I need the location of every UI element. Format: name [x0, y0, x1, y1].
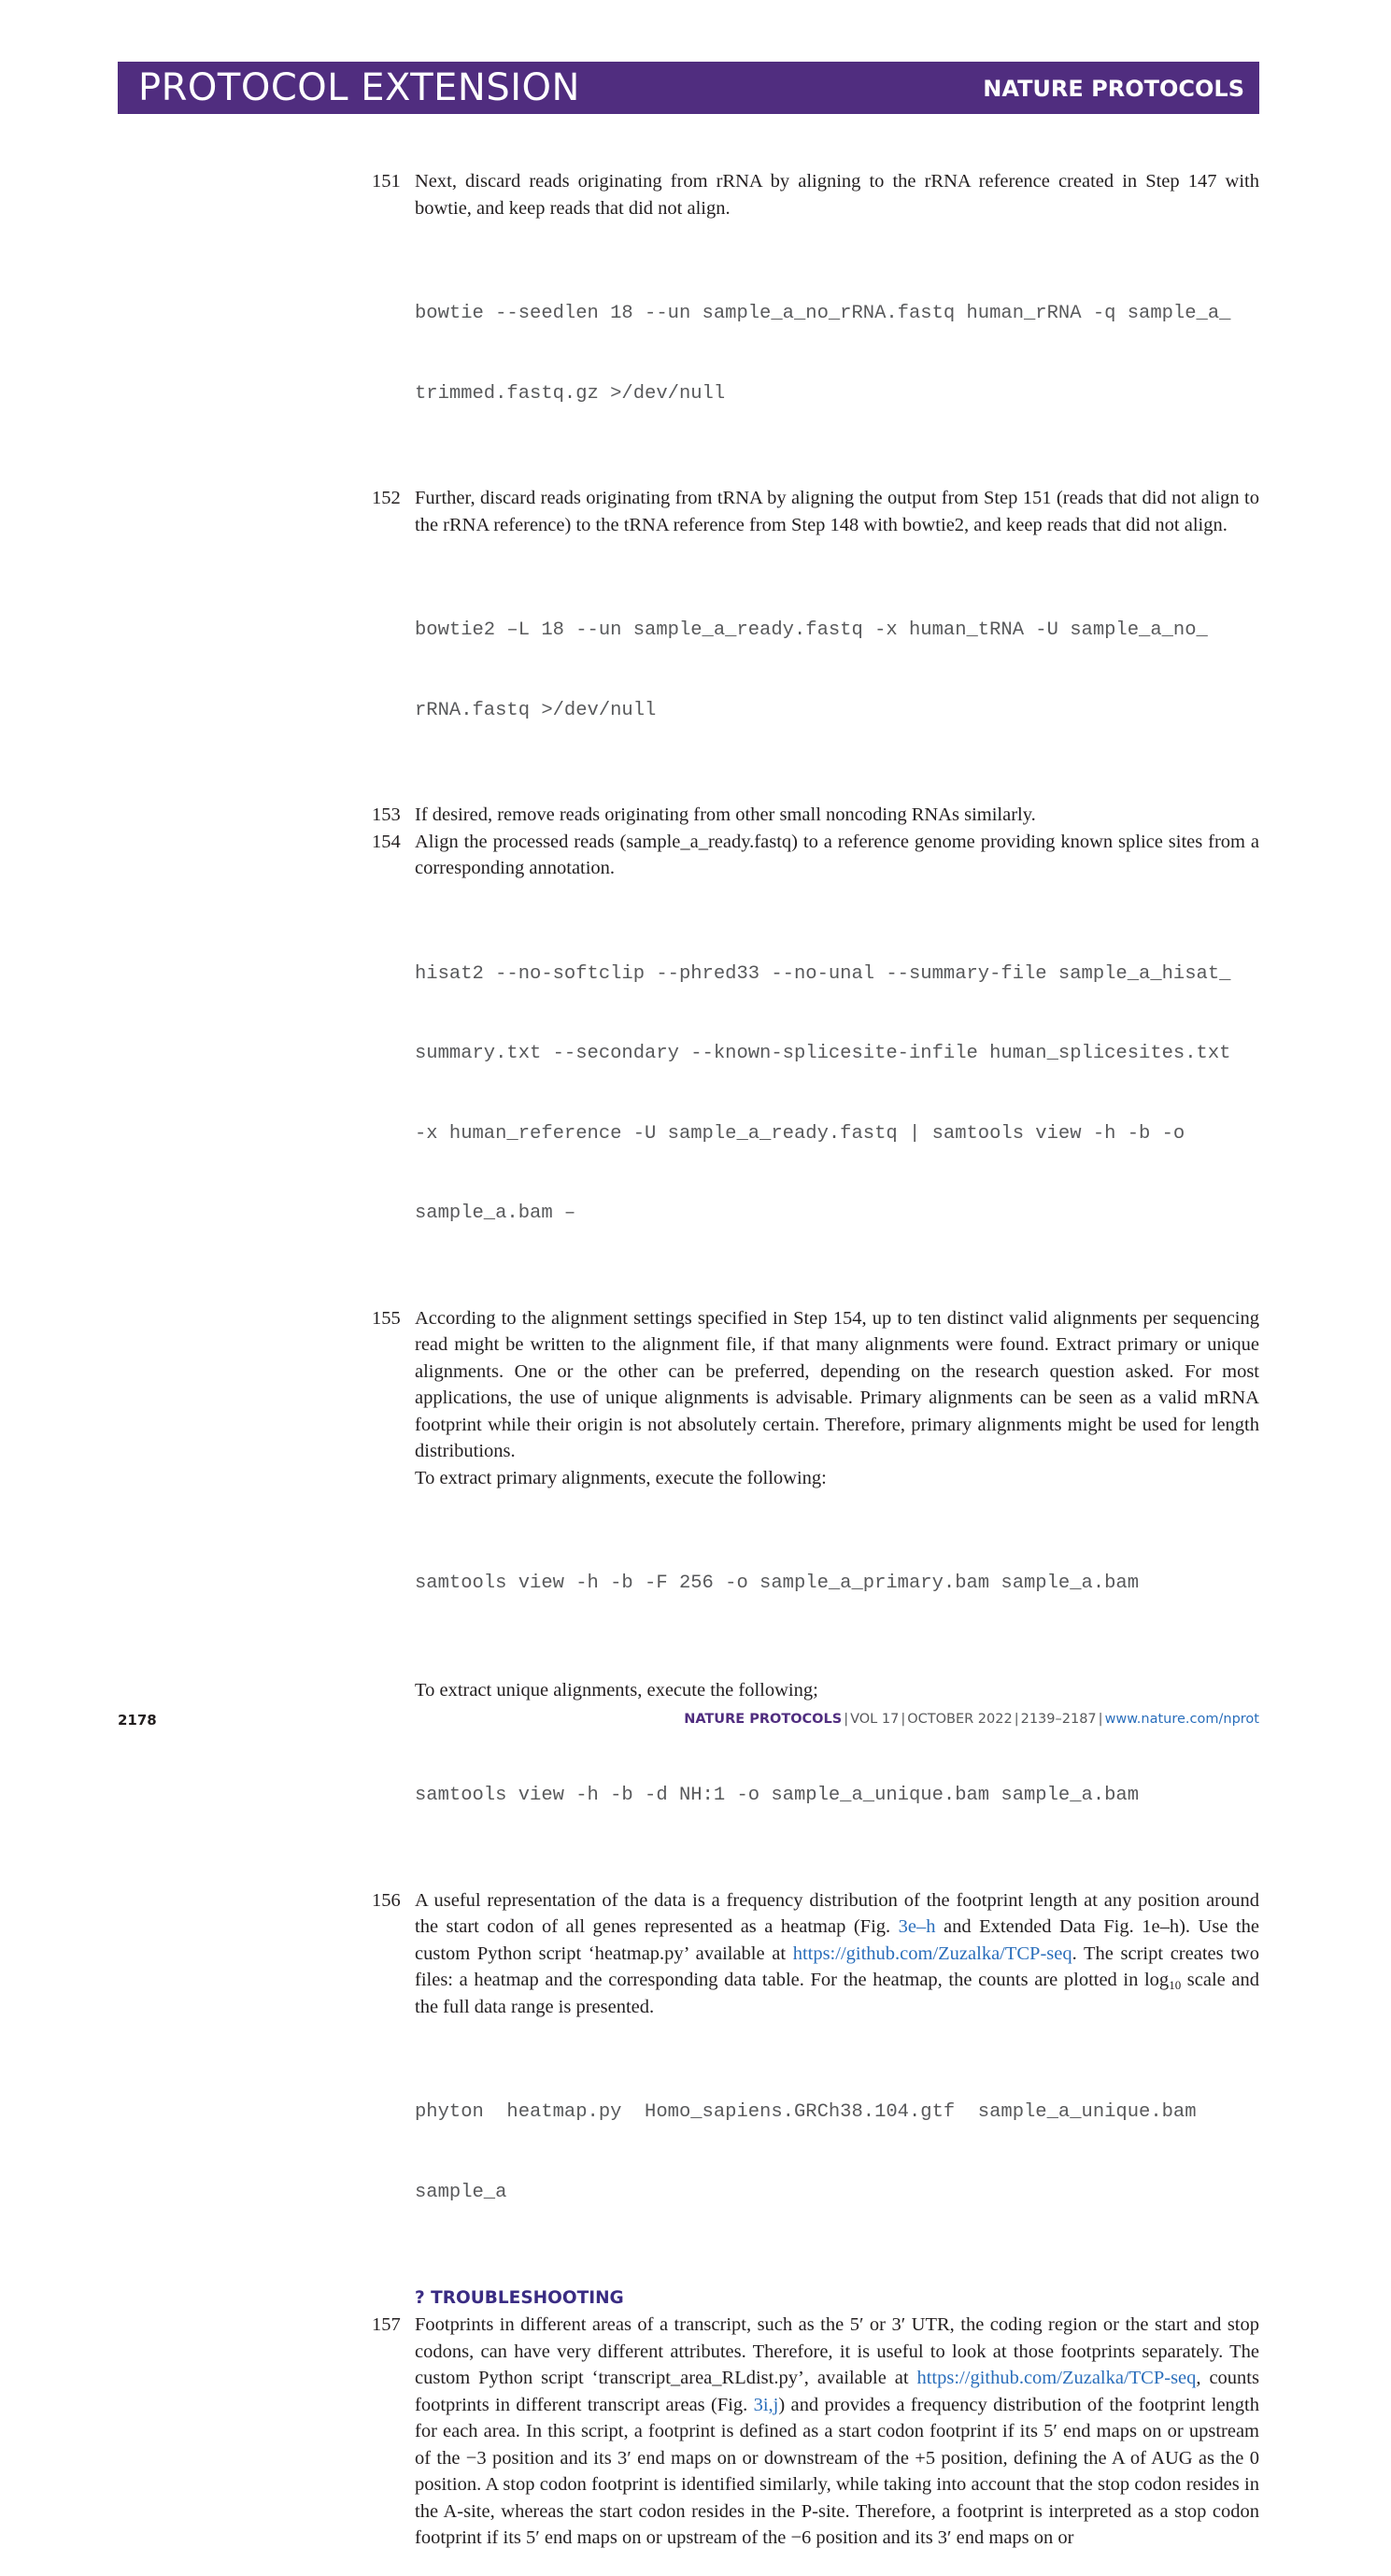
- github-link[interactable]: https://github.com/Zuzalka/TCP-seq: [792, 1943, 1072, 1964]
- github-link[interactable]: https://github.com/Zuzalka/TCP-seq: [916, 2368, 1197, 2388]
- code-line: summary.txt --secondary --known-splicesite-infile human_splicesites.txt: [415, 1043, 1231, 1064]
- step-154: [372, 829, 1259, 1281]
- footer-pages: 2139–2187: [1020, 1712, 1097, 1727]
- code-line: trimmed.fastq.gz >/dev/null: [415, 382, 726, 405]
- step-153: [372, 802, 1259, 829]
- code-line: samtools view -h -b -d NH:1 -o sample_a_unique.bam sample_a.bam: [415, 1785, 1140, 1806]
- code-line: bowtie --seedlen 18 --un sample_a_no_rRNA.fastq human_rRNA -q sample_a_: [415, 303, 1231, 324]
- step-text: [415, 2312, 1259, 2552]
- text-run: scale and the full data range is presented.: [415, 1970, 1259, 2017]
- figure-link[interactable]: 3i,j: [753, 2394, 779, 2415]
- text-run: and Extended Data Fig. 1e–h). Use the custom Python script ‘heatmap.py’ available at: [415, 1916, 1259, 1964]
- step-number: 152: [372, 488, 401, 508]
- step-number: 154: [372, 831, 401, 852]
- step-text: Align the processed reads (sample_a_ready.fastq) to a reference genome providing known splice sites from a corresponding annotation.: [415, 831, 1259, 878]
- code-line: hisat2 --no-softclip --phred33 --no-unal --summary-file sample_a_hisat_: [415, 962, 1231, 985]
- subscript: 10: [1169, 1978, 1182, 1992]
- article-body: [372, 168, 1259, 2576]
- section-title: PROTOCOL EXTENSION: [138, 66, 580, 109]
- code-line: sample_a: [415, 2181, 507, 2203]
- code-line: bowtie2 –L 18 --un sample_a_ready.fastq -x human_tRNA -U sample_a_no_: [415, 619, 1208, 641]
- code-block: [415, 564, 1259, 777]
- step-number: 156: [372, 1889, 401, 1911]
- text-run: , counts footprints in different transcript areas (Fig.: [415, 2368, 1259, 2415]
- step-text: [415, 1887, 1259, 2021]
- code-block: [415, 248, 1259, 461]
- step-number: 151: [372, 171, 401, 192]
- footer-citation: NATURE PROTOCOLS | VOL 17 | OCTOBER 2022 | 2139–2187 | www.nature.com/nprot: [684, 1712, 1259, 1727]
- step-text: Next, discard reads originating from rRNA by aligning to the rRNA reference created in Step 147 with bowtie, and keep reads that did not align.: [415, 171, 1259, 219]
- troubleshooting-heading: ? TROUBLESHOOTING: [415, 2288, 624, 2308]
- journal-title: NATURE PROTOCOLS: [983, 76, 1244, 102]
- step-156: [372, 1887, 1259, 2260]
- footer-date: OCTOBER 2022: [907, 1712, 1013, 1727]
- code-block: [415, 908, 1259, 1281]
- step-155: [372, 1305, 1259, 1863]
- code-block: [415, 1517, 1259, 1651]
- text-run: Footprints in different areas of a transcript, such as the 5′ or 3′ UTR, the coding region or the start and stop codons, can have very different attributes. Therefore, it is useful to look at those footprints separately. The custom Python script ‘transcript_area_RLdist.py’, available at: [415, 2314, 1259, 2388]
- code-block: [415, 2046, 1259, 2259]
- code-line: -x human_reference -U sample_a_ready.fastq | samtools view -h -b -o: [415, 1122, 1185, 1145]
- text-run: A useful representation of the data is a frequency distribution of the footprint length at any position around the start codon of all genes represented as a heatmap (Fig.: [415, 1889, 1259, 1937]
- code-block: [415, 1729, 1259, 1863]
- footer-url[interactable]: www.nature.com/nprot: [1104, 1712, 1259, 1727]
- page-number: 2178: [118, 1712, 157, 1729]
- step-number: 153: [372, 804, 401, 825]
- step-text: According to the alignment settings specified in Step 154, up to ten distinct valid alignments per sequencing read might be written to the alignment file, if that many alignments were found. Extract primary or unique alignments. One or the other can be preferred, depending on the research question asked. For most applications, the use of unique alignments is advisable. Primary alignments can be seen as a valid mRNA footprint while their origin is not absolutely certain. Therefore, primary alignments might be used for length distributions.: [415, 1307, 1259, 1461]
- step-text: If desired, remove reads originating from other small noncoding RNAs similarly.: [415, 804, 1036, 825]
- text-run: . The script creates two files: a heatmap and the corresponding data table. For the heatmap, the counts are plotted in log: [415, 1943, 1259, 1990]
- code-line: rRNA.fastq >/dev/null: [415, 699, 657, 721]
- code-line: sample_a.bam –: [415, 1203, 576, 1224]
- footer-volume: VOL 17: [850, 1712, 900, 1727]
- step-152: [372, 485, 1259, 777]
- code-line: samtools view -h -b -F 256 -o sample_a_primary.bam sample_a.bam: [415, 1573, 1140, 1594]
- text-run: ) and provides a frequency distribution of the footprint length for each area. In this script, a footprint is defined as a start codon footprint if its 5′ end maps on or upstream of the −3 position and its 3′ end maps on or downstream of the +5 position, defining the A of AUG as the 0 position. A stop codon footprint is identified similarly, while taking into account that the stop codon resides in the A-site, whereas the start codon resides in the P-site. Therefore, a footprint is interpreted as a stop codon footprint if its 5′ end maps on or upstream of the −6 position and its 3′ end maps on or: [415, 2394, 1259, 2548]
- footer-journal: NATURE PROTOCOLS: [684, 1712, 843, 1727]
- step-subtext: To extract primary alignments, execute the following:: [415, 1467, 827, 1488]
- code-line: phyton heatmap.py Homo_sapiens.GRCh38.104.gtf sample_a_unique.bam: [415, 2101, 1197, 2123]
- step-number: 157: [372, 2314, 401, 2335]
- step-subtext: To extract unique alignments, execute the following;: [415, 1679, 818, 1701]
- step-151: [372, 168, 1259, 461]
- header-bar: [118, 62, 1259, 114]
- figure-link[interactable]: 3e–h: [898, 1916, 936, 1937]
- step-number: 155: [372, 1307, 401, 1329]
- step-text: Further, discard reads originating from tRNA by aligning the output from Step 151 (reads that did not align to the rRNA reference) to the tRNA reference from Step 148 with bowtie2, and keep reads that did not align.: [415, 488, 1259, 535]
- step-157: [372, 2312, 1259, 2552]
